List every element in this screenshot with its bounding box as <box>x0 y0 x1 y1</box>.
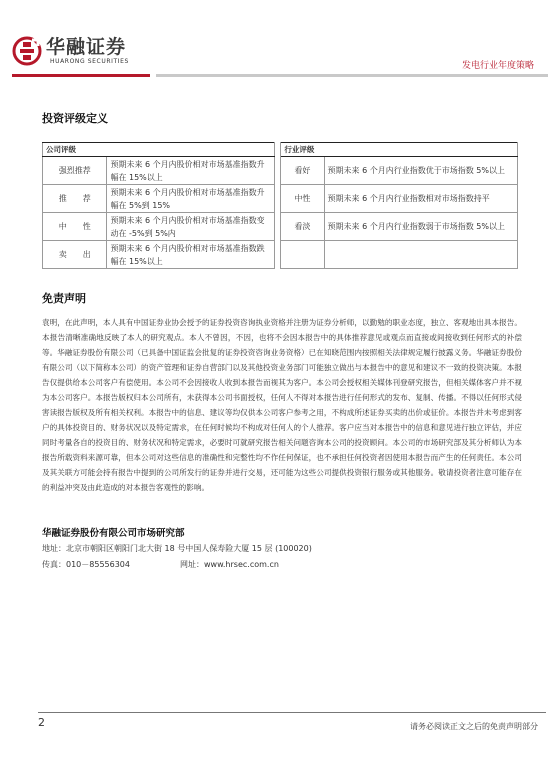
industry-rating-desc: 预期未来 6 个月内行业指数相对市场指数持平 <box>324 185 517 213</box>
rating-section-title: 投资评级定义 <box>42 112 108 125</box>
company-rating-label: 强烈推荐 <box>43 157 107 185</box>
report-type: 发电行业年度策略 <box>461 61 534 71</box>
disclaimer-text: 袁明，在此声明，本人具有中国证券业协会授予的证券投资咨询执业资格并注册为证券分析师，以勤勉的职业态度，独立、客观地出具本报告。本报告清晰准确地反映了本人的研究观点。本人不曾因，不因，也将不会因本报告中的具体推荐意见或观点而直接或间接收到任何形式的补偿等。华融证券股份有限公司（已具备中国证监会批复的证券投资咨询业务资格）已在知晓范围内按照相关法律规定履行披露义务。华融证券股份有限公司（以下简称本公司）的资产管理和证券自营部门以及其他投资业务部门可能独立做出与本报告中的意见和建议不一致的投资决策。本报告仅提供给本公司客户有偿使用。本公司不会因接收人收到本报告而视其为客户。本公司会授权相关媒体刊登研究报告，但相关媒体客户并不视为本公司客户。本报告版权归本公司所有，未获得本公司书面授权，任何人不得对本报告进行任何形式的发布、复制、传播。不得以任何形式侵害读报告版权及所有相关权利。本报告中的信息、建议等均仅供本公司客户参考之用，不构成所述证券买卖的出价或征价。本报告并未考虑到客户的具体投资目的、财务状况以及特定需求，在任何时候均不构成对任何人的个人推荐。客户应当对本报告中的信息和意见进行独立评估，并应同时考量各自的投资目的、财务状况和特定需求，必要时可就研究报告相关问题咨询本公司的投资顾问。本公司的市场研究部及其分析师认为本报告所载资料来源可靠，但本公司对这些信息的准确性和完整性均不作任何保证，也不承担任何投资者因使用本报告而产生的任何责任。本公司及其关联方可能会持有报告中提到的公司所发行的证券并进行交易，还可能为这些公司提供投资银行服务或其他服务。敬请投资者注意可能存在的利益冲突及由此造成的对本报告客观性的影响。 <box>42 318 522 492</box>
contact-line <box>42 559 279 570</box>
footer-note: 请务必阅读正文之后的免责声明部分 <box>410 722 538 731</box>
company-rating-desc: 预期未来 6 个月内股价相对市场基准指数跌幅在 15%以上 <box>107 241 275 269</box>
company-name: 华融证券股份有限公司市场研究部 <box>42 528 185 539</box>
company-rating-header: 公司评级 <box>43 143 275 157</box>
rating-definition-table <box>42 142 518 269</box>
industry-rating-label: 看好 <box>281 157 324 185</box>
website-link[interactable]: 网址：www.hrsec.com.cn <box>180 560 279 569</box>
industry-rating-label: 看淡 <box>281 213 324 241</box>
disclaimer-title: 免责声明 <box>42 292 86 305</box>
industry-rating-label: 中性 <box>281 185 324 213</box>
page-number: 2 <box>38 716 45 729</box>
footer-rule <box>38 712 546 713</box>
company-rating-desc: 预期未来 6 个月内股价相对市场基准指数变动在 -5%到 5%内 <box>107 213 275 241</box>
company-rating-desc: 预期未来 6 个月内股价相对市场基准指数升幅在 15%以上 <box>107 157 275 185</box>
brand-name-cn: 华融证券 <box>46 36 127 58</box>
header-rule-gray <box>156 74 548 77</box>
header-rule-red <box>12 74 150 77</box>
company-rating-label: 中 性 <box>43 213 107 241</box>
brand-name-en: HUARONG SECURITIES <box>50 58 129 65</box>
industry-rating-desc: 预期未来 6 个月内行业指数弱于市场指数 5%以上 <box>324 213 517 241</box>
company-rating-label: 推 荐 <box>43 185 107 213</box>
industry-rating-desc: 预期未来 6 个月内行业指数优于市场指数 5%以上 <box>324 157 517 185</box>
company-rating-label: 卖 出 <box>43 241 107 269</box>
fax-number: 传真：010－85556304 <box>42 560 130 569</box>
company-address: 地址：北京市朝阳区朝阳门北大街 18 号中国人保寿险大厦 15 层 (100020) <box>42 544 312 553</box>
huarong-logo-icon <box>12 36 42 66</box>
company-rating-desc: 预期未来 6 个月内股价相对市场基准指数升幅在 5%到 15% <box>107 185 275 213</box>
industry-rating-header: 行业评级 <box>281 143 518 157</box>
